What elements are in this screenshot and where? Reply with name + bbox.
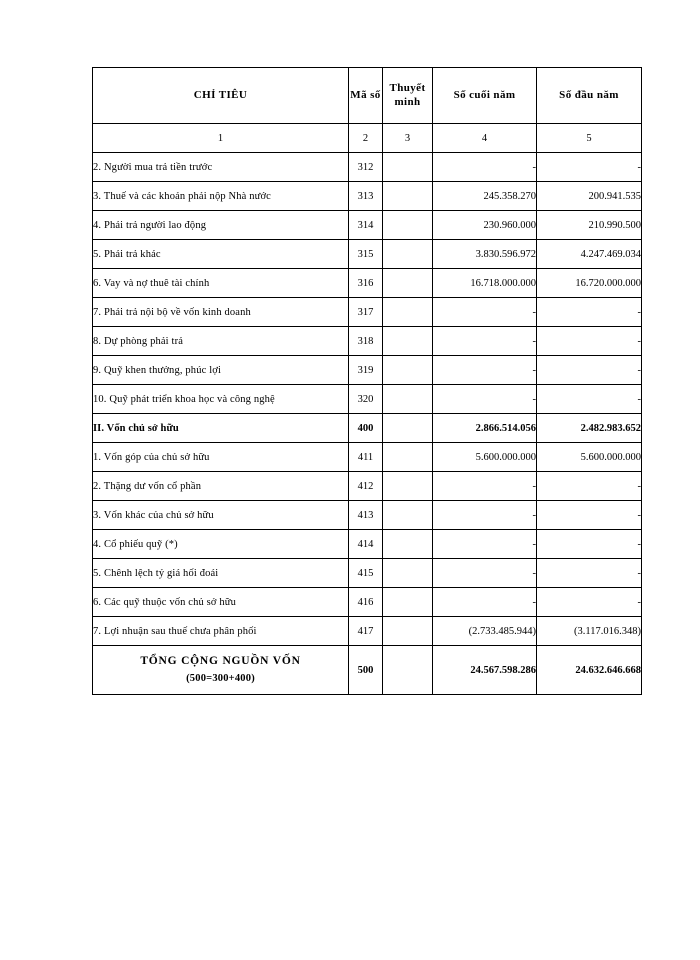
column-header-end-of-year: Số cuối năm (433, 68, 537, 124)
row-end-of-year: - (433, 588, 537, 617)
table-row (93, 559, 642, 588)
row-code: 320 (349, 385, 383, 414)
row-end-of-year: 245.358.270 (433, 182, 537, 211)
row-note (383, 617, 433, 646)
row-indicator: 1. Vốn góp của chủ sở hữu (93, 443, 349, 472)
table-row (93, 327, 642, 356)
row-start-of-year: - (537, 327, 642, 356)
row-note (383, 588, 433, 617)
row-note (383, 472, 433, 501)
total-row-code: 500 (349, 646, 383, 695)
row-indicator: 6. Các quỹ thuộc vốn chủ sở hữu (93, 588, 349, 617)
row-end-of-year: - (433, 385, 537, 414)
row-note (383, 298, 433, 327)
row-note (383, 414, 433, 443)
table-row (93, 211, 642, 240)
row-end-of-year: (2.733.485.944) (433, 617, 537, 646)
row-code: 316 (349, 269, 383, 298)
row-start-of-year: - (537, 530, 642, 559)
total-row-title: TỔNG CỘNG NGUỒN VỐN (140, 654, 301, 667)
table-row (93, 298, 642, 327)
row-start-of-year: - (537, 559, 642, 588)
row-end-of-year: - (433, 327, 537, 356)
balance-sheet-table-container (92, 67, 641, 695)
row-indicator: 4. Phải trả người lao động (93, 211, 349, 240)
row-end-of-year: 3.830.596.972 (433, 240, 537, 269)
row-indicator: 7. Phải trả nội bộ về vốn kinh doanh (93, 298, 349, 327)
row-start-of-year: - (537, 298, 642, 327)
row-code: 413 (349, 501, 383, 530)
row-start-of-year: 4.247.469.034 (537, 240, 642, 269)
table-row (93, 414, 642, 443)
row-indicator: 5. Phải trả khác (93, 240, 349, 269)
table-row (93, 385, 642, 414)
table-row (93, 501, 642, 530)
column-header-code: Mã số (349, 68, 383, 124)
row-start-of-year: - (537, 588, 642, 617)
row-start-of-year: 2.482.983.652 (537, 414, 642, 443)
row-code: 415 (349, 559, 383, 588)
column-number-note: 3 (383, 124, 433, 153)
total-row (93, 646, 642, 695)
row-indicator: 10. Quỹ phát triển khoa học và công nghệ (93, 385, 349, 414)
row-indicator: 9. Quỹ khen thưởng, phúc lợi (93, 356, 349, 385)
table-body (93, 153, 642, 646)
row-code: 318 (349, 327, 383, 356)
row-note (383, 501, 433, 530)
row-end-of-year: - (433, 501, 537, 530)
column-header-start-of-year: Số đầu năm (537, 68, 642, 124)
row-code: 417 (349, 617, 383, 646)
row-code: 319 (349, 356, 383, 385)
table-row (93, 588, 642, 617)
row-end-of-year: - (433, 356, 537, 385)
table-footer (93, 646, 642, 695)
total-row-indicator (93, 646, 349, 695)
row-code: 412 (349, 472, 383, 501)
row-note (383, 356, 433, 385)
table-header (93, 68, 642, 153)
row-note (383, 269, 433, 298)
row-start-of-year: (3.117.016.348) (537, 617, 642, 646)
row-end-of-year: - (433, 298, 537, 327)
row-note (383, 240, 433, 269)
total-row-subtitle: (500=300+400) (186, 672, 255, 684)
row-note (383, 530, 433, 559)
row-start-of-year: 200.941.535 (537, 182, 642, 211)
table-row (93, 153, 642, 182)
row-indicator: 2. Thặng dư vốn cổ phần (93, 472, 349, 501)
row-end-of-year: - (433, 559, 537, 588)
row-indicator: 5. Chênh lệch tỷ giá hối đoái (93, 559, 349, 588)
table-row (93, 617, 642, 646)
row-end-of-year: 230.960.000 (433, 211, 537, 240)
column-header-note: Thuyết minh (383, 68, 433, 124)
table-row (93, 269, 642, 298)
table-row (93, 240, 642, 269)
column-header-indicator: CHỈ TIÊU (93, 68, 349, 124)
column-number-indicator: 1 (93, 124, 349, 153)
row-start-of-year: 5.600.000.000 (537, 443, 642, 472)
row-note (383, 211, 433, 240)
column-number-row (93, 124, 642, 153)
row-code: 314 (349, 211, 383, 240)
row-indicator: 7. Lợi nhuận sau thuế chưa phân phối (93, 617, 349, 646)
row-indicator: 4. Cổ phiếu quỹ (*) (93, 530, 349, 559)
row-note (383, 559, 433, 588)
row-code: 400 (349, 414, 383, 443)
total-row-end-of-year: 24.567.598.286 (433, 646, 537, 695)
table-row (93, 443, 642, 472)
row-end-of-year: 16.718.000.000 (433, 269, 537, 298)
row-end-of-year: 2.866.514.056 (433, 414, 537, 443)
row-code: 312 (349, 153, 383, 182)
table-row (93, 356, 642, 385)
row-note (383, 385, 433, 414)
row-indicator: 6. Vay và nợ thuê tài chính (93, 269, 349, 298)
table-header-row (93, 68, 642, 124)
row-end-of-year: - (433, 153, 537, 182)
column-number-start-of-year: 5 (537, 124, 642, 153)
row-indicator: II. Vốn chủ sở hữu (93, 414, 349, 443)
row-start-of-year: - (537, 356, 642, 385)
row-code: 313 (349, 182, 383, 211)
row-start-of-year: - (537, 472, 642, 501)
table-row (93, 472, 642, 501)
row-start-of-year: - (537, 385, 642, 414)
total-row-note (383, 646, 433, 695)
row-indicator: 3. Vốn khác của chủ sở hữu (93, 501, 349, 530)
row-start-of-year: - (537, 501, 642, 530)
row-note (383, 153, 433, 182)
table-row (93, 530, 642, 559)
row-start-of-year: 210.990.500 (537, 211, 642, 240)
total-row-start-of-year: 24.632.646.668 (537, 646, 642, 695)
row-end-of-year: - (433, 472, 537, 501)
row-code: 416 (349, 588, 383, 617)
row-note (383, 443, 433, 472)
row-note (383, 182, 433, 211)
row-end-of-year: 5.600.000.000 (433, 443, 537, 472)
column-number-code: 2 (349, 124, 383, 153)
row-code: 317 (349, 298, 383, 327)
row-code: 414 (349, 530, 383, 559)
row-indicator: 3. Thuế và các khoản phải nộp Nhà nước (93, 182, 349, 211)
balance-sheet-table (92, 67, 642, 695)
row-end-of-year: - (433, 530, 537, 559)
row-indicator: 8. Dự phòng phải trả (93, 327, 349, 356)
row-indicator: 2. Người mua trả tiền trước (93, 153, 349, 182)
column-number-end-of-year: 4 (433, 124, 537, 153)
table-row (93, 182, 642, 211)
row-start-of-year: - (537, 153, 642, 182)
row-start-of-year: 16.720.000.000 (537, 269, 642, 298)
row-note (383, 327, 433, 356)
row-code: 315 (349, 240, 383, 269)
row-code: 411 (349, 443, 383, 472)
